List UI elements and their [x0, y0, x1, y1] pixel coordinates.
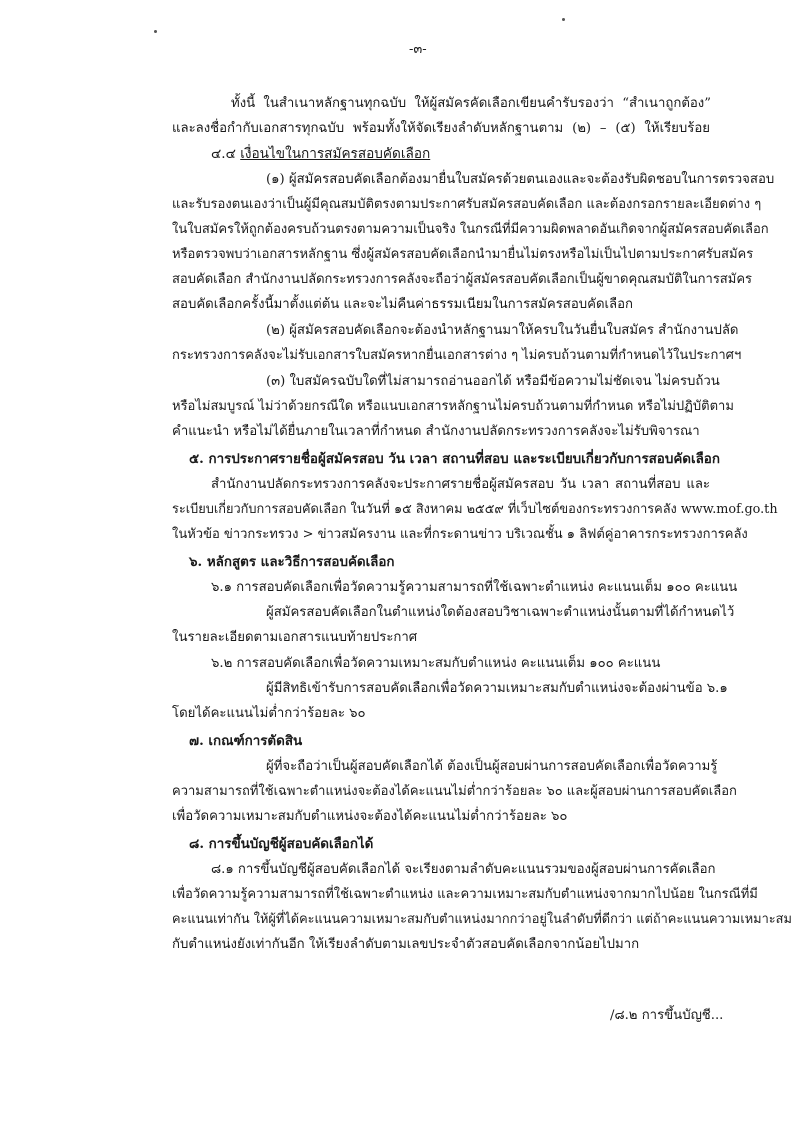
- text-line: เพื่อวัดความเหมาะสมกับตำแหน่งจะต้องได้คะแนนไม่ต่ำกว่าร้อยละ ๖๐: [172, 809, 568, 824]
- text-line: และลงชื่อกำกับเอกสารทุกฉบับ พร้อมทั้งให้จัดเรียงลำดับหลักฐานตาม (๒) – (๕) ให้เรียบร้อย: [172, 121, 710, 136]
- text-line: และรับรองตนเองว่าเป็นผู้มีคุณสมบัติตรงตามประกาศรับสมัครสอบคัดเลือก และต้องกรอกรายละเอียดต่าง ๆ: [172, 197, 762, 212]
- text-line: ระเบียบเกี่ยวกับการสอบคัดเลือก ในวันที่ ๑๕ สิงหาคม ๒๕๕๙ ที่เว็บไซต์ของกระทรวงการคลัง www.mof.go.th: [172, 502, 778, 517]
- text-line: หรือไม่สมบูรณ์ ไม่ว่าด้วยกรณีใด หรือแนบเอกสารหลักฐานไม่ครบถ้วนตามที่กำหนด หรือไม่ปฏิบัติตาม: [172, 399, 734, 414]
- text-line: (๒) ผู้สมัครสอบคัดเลือกจะต้องนำหลักฐานมาให้ครบในวันยื่นใบสมัคร สำนักงานปลัด: [266, 323, 739, 338]
- text-line: กระทรวงการคลังจะไม่รับเอกสารใบสมัครหากยื่นเอกสารต่าง ๆ ไม่ครบถ้วนตามที่กำหนดไว้ในประกาศฯ: [172, 348, 742, 363]
- section-number: ๔.๔: [211, 146, 241, 162]
- text-line: โดยได้คะแนนไม่ต่ำกว่าร้อยละ ๖๐: [172, 706, 366, 721]
- text-line: ๘.๑ การขึ้นบัญชีผู้สอบคัดเลือกได้ จะเรียงตามลำดับคะแนนรวมของผู้สอบผ่านการคัดเลือก: [211, 862, 716, 877]
- text-line: คำแนะนำ หรือไม่ได้ยื่นภายในเวลาที่กำหนด สำนักงานปลัดกระทรวงการคลังจะไม่รับพิจารณา: [172, 424, 700, 439]
- text-line: ผู้สมัครสอบคัดเลือกในตำแหน่งใดต้องสอบวิชาเฉพาะตำแหน่งนั้นตามที่ได้กำหนดไว้: [266, 605, 735, 620]
- section-heading: ๘. การขึ้นบัญชีผู้สอบคัดเลือกได้: [189, 836, 374, 852]
- text-line: (๑) ผู้สมัครสอบคัดเลือกต้องมายื่นใบสมัครด้วยตนเองและจะต้องรับผิดชอบในการตรวจสอบ: [266, 172, 775, 187]
- continuation-note: /๘.๒ การขึ้นบัญชี...: [610, 1008, 724, 1023]
- text-line: ผู้มีสิทธิเข้ารับการสอบคัดเลือกเพื่อวัดความเหมาะสมกับตำแหน่งจะต้องผ่านข้อ ๖.๑: [266, 681, 728, 696]
- text-line: ๖.๑ การสอบคัดเลือกเพื่อวัดความรู้ความสามารถที่ใช้เฉพาะตำแหน่ง คะแนนเต็ม ๑๐๐ คะแนน: [211, 580, 738, 595]
- scan-speck: [154, 30, 157, 33]
- text-line: (๓) ใบสมัครฉบับใดที่ไม่สามารถอ่านออกได้ หรือมีข้อความไม่ชัดเจน ไม่ครบถ้วน: [266, 374, 720, 389]
- text-line: ในรายละเอียดตามเอกสารแนบท้ายประกาศ: [172, 630, 418, 645]
- text-line: ทั้งนี้ ในสำเนาหลักฐานทุกฉบับ ให้ผู้สมัครคัดเลือกเขียนคำรับรองว่า “สำเนาถูกต้อง”: [231, 96, 711, 111]
- text-line: กับตำแหน่งยังเท่ากันอีก ให้เรียงลำดับตามเลขประจำตัวสอบคัดเลือกจากน้อยไปมาก: [172, 937, 640, 952]
- text-line: หรือตรวจพบว่าเอกสารหลักฐาน ซึ่งผู้สมัครสอบคัดเลือกนำมายื่นไม่ตรงหรือไม่เป็นไปตามประกาศรับสมัคร: [172, 247, 754, 262]
- text-line: สอบคัดเลือก สำนักงานปลัดกระทรวงการคลังจะถือว่าผู้สมัครสอบคัดเลือกเป็นผู้ขาดคุณสมบัติในการสมัคร: [172, 272, 752, 287]
- section-heading: ๗. เกณฑ์การตัดสิน: [189, 733, 303, 749]
- section-title: เงื่อนไขในการสมัครสอบคัดเลือก: [240, 146, 431, 162]
- text-line: ในหัวข้อ ข่าวกระทรวง > ข่าวสมัครงาน และที่กระดานข่าว บริเวณชั้น ๑ ลิฟต์คู่อาคารกระทรวงการคลัง: [172, 527, 748, 542]
- section-heading: [211, 144, 430, 164]
- page-number: -๓-: [409, 42, 427, 57]
- text-line: สำนักงานปลัดกระทรวงการคลังจะประกาศรายชื่อผู้สมัครสอบ วัน เวลา สถานที่สอบ และ: [211, 477, 710, 492]
- scan-speck: [562, 18, 565, 21]
- text-line: สอบคัดเลือกครั้งนี้มาตั้งแต่ต้น และจะไม่คืนค่าธรรมเนียมในการสมัครสอบคัดเลือก: [172, 297, 634, 312]
- text-line: ความสามารถที่ใช้เฉพาะตำแหน่งจะต้องได้คะแนนไม่ต่ำกว่าร้อยละ ๖๐ และผู้สอบผ่านการสอบคัดเลือก: [172, 784, 737, 799]
- text-line: ผู้ที่จะถือว่าเป็นผู้สอบคัดเลือกได้ ต้องเป็นผู้สอบผ่านการสอบคัดเลือกเพื่อวัดความรู้: [266, 759, 718, 774]
- section-heading: ๕. การประกาศรายชื่อผู้สมัครสอบ วัน เวลา สถานที่สอบ และระเบียบเกี่ยวกับการสอบคัดเลือก: [189, 451, 720, 467]
- text-line: ในใบสมัครให้ถูกต้องครบถ้วนตรงตามความเป็นจริง ในกรณีที่มีความผิดพลาดอันเกิดจากผู้สมัครสอบคัดเลือก: [172, 222, 769, 237]
- section-heading: ๖. หลักสูตร และวิธีการสอบคัดเลือก: [189, 554, 395, 570]
- text-line: คะแนนเท่ากัน ให้ผู้ที่ได้คะแนนความเหมาะสมกับตำแหน่งมากกว่าอยู่ในลำดับที่ดีกว่า แต่ถ้าคะแนนความเหมาะสม: [172, 912, 792, 927]
- text-line: เพื่อวัดความรู้ความสามารถที่ใช้เฉพาะตำแหน่ง และความเหมาะสมกับตำแหน่งจากมากไปน้อย ในกรณีที่มี: [172, 887, 758, 902]
- text-line: ๖.๒ การสอบคัดเลือกเพื่อวัดความเหมาะสมกับตำแหน่ง คะแนนเต็ม ๑๐๐ คะแนน: [211, 656, 661, 671]
